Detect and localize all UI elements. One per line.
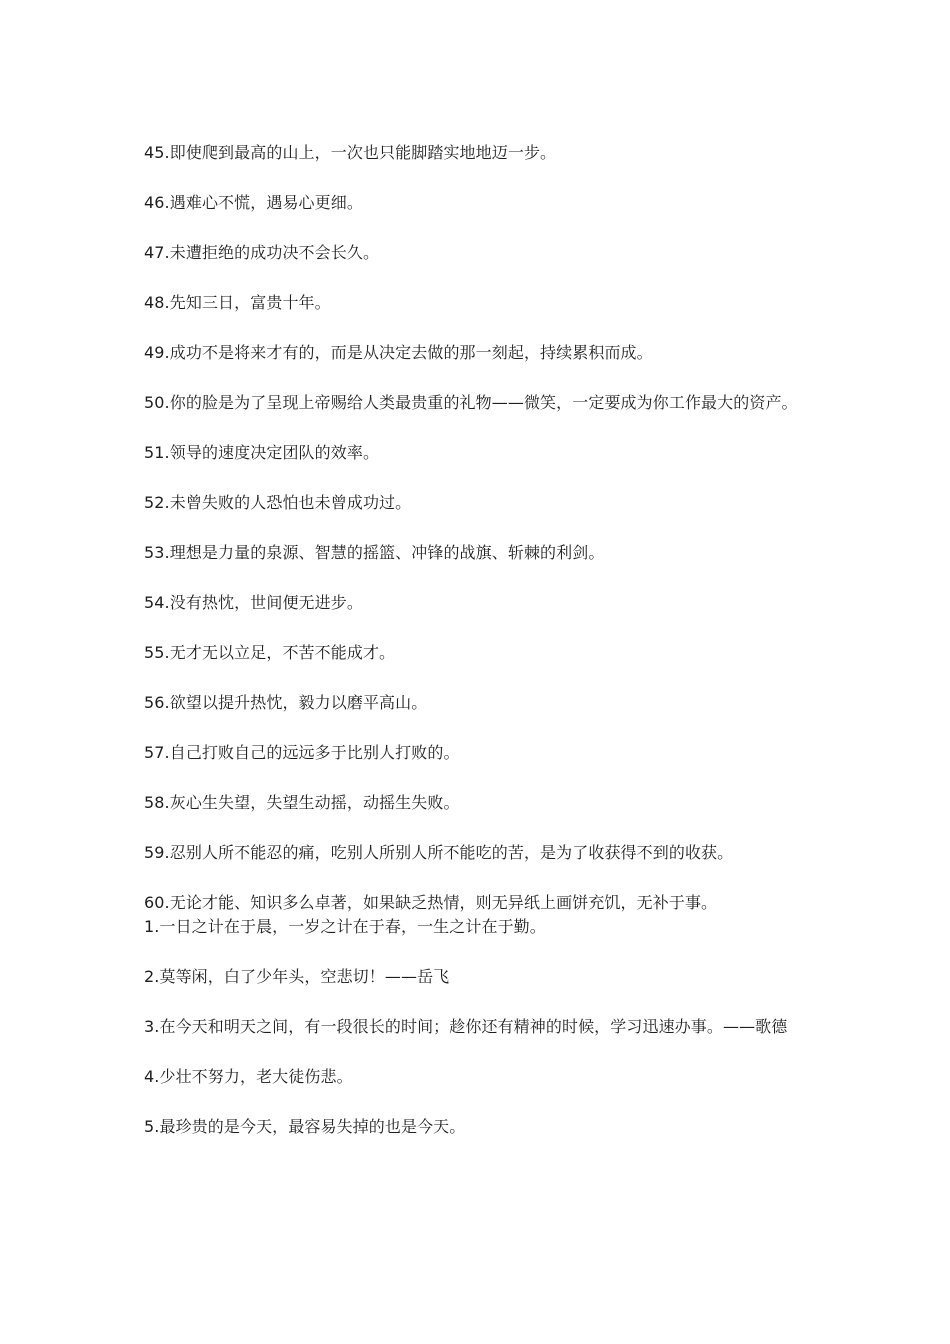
quote-paragraph: 53.理想是力量的泉源、智慧的摇篮、冲锋的战旗、斩棘的利剑。 — [144, 543, 605, 562]
quote-paragraph: 5.最珍贵的是今天，最容易失掉的也是今天。 — [144, 1117, 466, 1136]
quote-paragraph: 52.未曾失败的人恐怕也未曾成功过。 — [144, 493, 412, 512]
quote-paragraph: 3.在今天和明天之间，有一段很长的时间；趁你还有精神的时候，学习迅速办事。——歌德 — [144, 1017, 788, 1036]
quote-paragraph: 51.领导的速度决定团队的效率。 — [144, 443, 380, 462]
quote-paragraph: 55.无才无以立足，不苦不能成才。 — [144, 643, 396, 662]
quote-paragraph: 1.一日之计在于晨，一岁之计在于春，一生之计在于勤。 — [144, 917, 546, 936]
quote-paragraph: 4.少壮不努力，老大徒伤悲。 — [144, 1067, 353, 1086]
quote-paragraph: 45.即使爬到最高的山上，一次也只能脚踏实地地迈一步。 — [144, 143, 557, 162]
quote-paragraph: 56.欲望以提升热忱，毅力以磨平高山。 — [144, 693, 428, 712]
quote-paragraph: 57.自己打败自己的远远多于比别人打败的。 — [144, 743, 460, 762]
document-body — [144, 141, 804, 1165]
quote-paragraph: 48.先知三日，富贵十年。 — [144, 293, 331, 312]
quote-paragraph: 47.未遭拒绝的成功决不会长久。 — [144, 243, 380, 262]
quote-paragraph: 46.遇难心不慌，遇易心更细。 — [144, 193, 363, 212]
quote-paragraph: 59.忍别人所不能忍的痛，吃别人所别人所不能吃的苦，是为了收获得不到的收获。 — [144, 843, 734, 862]
quote-paragraph: 2.莫等闲，白了少年头，空悲切！——岳飞 — [144, 967, 450, 986]
quote-paragraph: 54.没有热忱，世间便无进步。 — [144, 593, 363, 612]
quote-paragraph: 50.你的脸是为了呈现上帝赐给人类最贵重的礼物——微笑，一定要成为你工作最大的资产。 — [144, 393, 798, 412]
quote-paragraph: 60.无论才能、知识多么卓著，如果缺乏热情，则无异纸上画饼充饥，无补于事。 — [144, 893, 718, 912]
quote-paragraph: 49.成功不是将来才有的，而是从决定去做的那一刻起，持续累积而成。 — [144, 343, 653, 362]
quote-paragraph: 58.灰心生失望，失望生动摇，动摇生失败。 — [144, 793, 460, 812]
